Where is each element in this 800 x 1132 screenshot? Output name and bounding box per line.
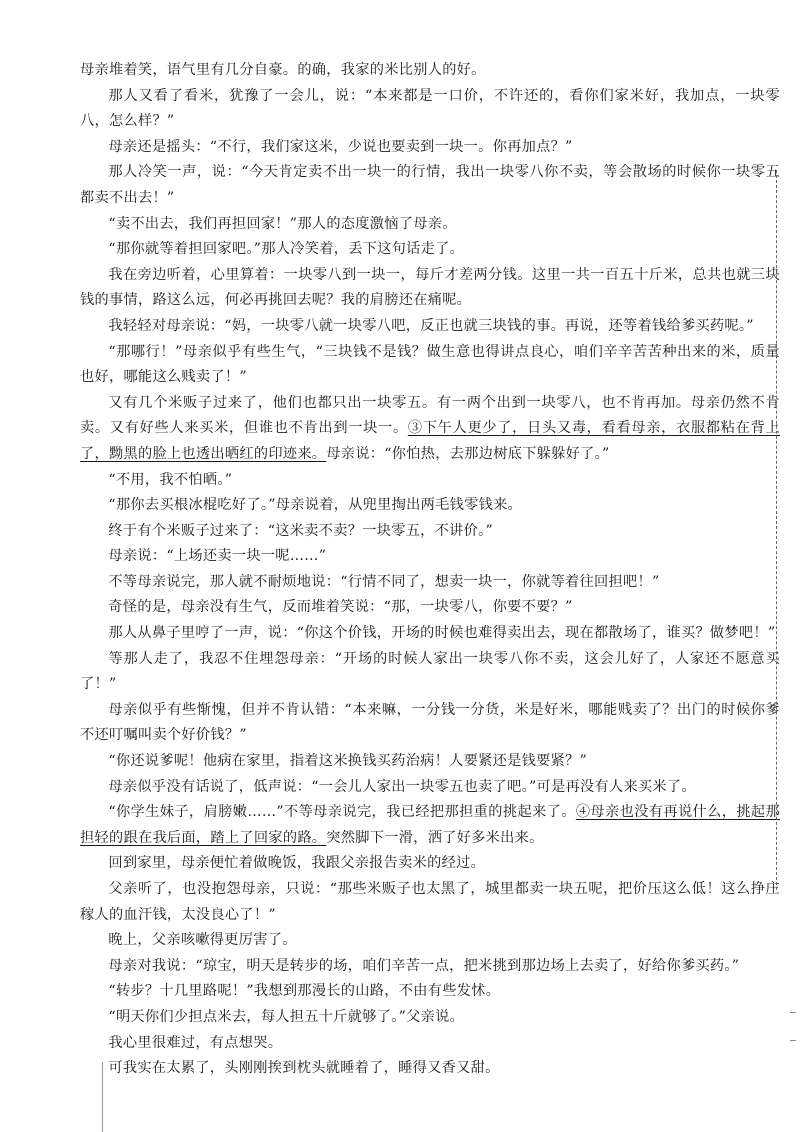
paragraph: 父亲听了，也没抱怨母亲，只说：“那些米贩子也太黑了，城里都卖一块五呢，把价压这么低！这么挣庄稼人的血汗钱，太没良心了！”	[80, 881, 780, 923]
paragraph: “明天你们少担点米去，每人担五十斤就够了。”父亲说。	[108, 1008, 465, 1025]
paragraph: 母亲还是摇头：“不行，我们家这米，少说也要卖到一块一。你再加点？”	[108, 138, 573, 155]
paragraph: 我轻轻对母亲说：“妈，一块零八就一块零八吧，反正也就三块钱的事。再说，还等着钱给爹买药呢。”	[108, 317, 754, 334]
paragraph: “转步？十几里路呢！”我想到那漫长的山路，不由有些发怵。	[108, 983, 501, 1000]
paragraph: 不等母亲说完，那人就不耐烦地说：“行情不同了，想卖一块一，你就等着往回担吧！”	[108, 573, 660, 590]
underlined-sentence-3: ③下午人更少了，日头又毒，看看母亲，衣服都粘在背上了，黝黑的脸上也透出晒红的印迹来。	[80, 420, 780, 462]
paragraph: 那人冷笑一声，说：“今天肯定卖不出一块一的行情，我出一块零八你不卖，等会散场的时候你一块零五都卖不出去！”	[80, 164, 780, 206]
paragraph-text: 母亲说：“你怕热，去那边树底下躲躲好了。”	[326, 445, 610, 462]
paragraph: 等那人走了，我忍不住埋怨母亲：“开场的时候人家出一块零八你不卖，这会儿好了，人家还不愿意买了！”	[80, 650, 780, 693]
paragraph: “不用，我不怕晒。”	[108, 471, 233, 488]
paragraph: “那你去买根冰棍吃好了。”母亲说着，从兜里掏出两毛钱零钱来。	[108, 497, 523, 514]
paragraph: 母亲说：“上场还卖一块一呢……”	[108, 548, 327, 565]
paragraph: 母亲似乎有些惭愧，但并不肯认错：“本来嘛，一分钱一分货，米是好米，哪能贱卖了？出门的时候你爹不还叮嘱叫卖个好价钱？”	[80, 701, 780, 744]
margin-tick	[790, 1012, 796, 1013]
paragraph-with-underline	[80, 800, 780, 851]
paragraph: 母亲似乎没有话说了，低声说：“一会儿人家出一块零五也卖了吧。”可是再没有人来买米了。	[108, 778, 696, 795]
paragraph: 那人又看了看米，犹豫了一会儿，说：“本来都是一口价，不许还的，看你们家米好，我加点，一块零八，怎么样？”	[80, 87, 780, 130]
paragraph: “卖不出去，我们再担回家！”那人的态度激恼了母亲。	[108, 215, 457, 232]
paragraph: 我心里很难过，有点想哭。	[108, 1034, 283, 1051]
paragraph: 终于有个米贩子过来了：“这米卖不卖？一块零五，不讲价。”	[108, 522, 494, 539]
underlined-sentence-4: ④母亲也没有再说什么，挑起那担轻的跟在我后面，踏上了回家的路。	[80, 804, 780, 846]
margin-tick	[790, 1040, 796, 1041]
paragraph: 回到家里，母亲便忙着做晚饭，我跟父亲报告卖米的经过。	[108, 855, 486, 872]
binding-dashed-line	[776, 170, 777, 890]
paragraph: 那人从鼻子里哼了一声，说：“你这个价钱，开场的时候也难得卖出去，现在都散场了，谁买？做梦吧！”	[108, 625, 776, 642]
paragraph: 母亲堆着笑，语气里有几分自豪。的确，我家的米比别人的好。	[80, 62, 486, 78]
paragraph-text: 又有几个米贩子过来了，他们也都只出一块零五。有一两个出到一块零八，也不肯再加。母亲仍然不肯卖。又有好些人来买米，但谁也不肯出到一块一。	[80, 394, 780, 437]
article-body	[80, 58, 780, 1082]
paragraph-text: “你学生妹子，肩膀嫩……”不等母亲说完，我已经把那担重的挑起来了。	[108, 804, 576, 821]
paragraph: “那你就等着担回家吧。”那人冷笑着，丢下这句话走了。	[108, 241, 465, 258]
paragraph-text: 突然脚下一滑，洒了好多米出来。	[326, 829, 544, 846]
paragraph: 奇怪的是，母亲没有生气，反而堆着笑说：“那，一块零八，你要不要？”	[108, 599, 573, 616]
paragraph: “那哪行！”母亲似乎有些生气，“三块钱不是钱？做生意也得讲点良心，咱们辛辛苦苦种出来的米，质量也好，哪能这么贱卖了！”	[80, 343, 780, 386]
paragraph: 晚上，父亲咳嗽得更厉害了。	[108, 932, 297, 949]
paragraph: 我在旁边听着，心里算着：一块零八到一块一，每斤才差两分钱。这里一共一百五十斤米，总共也就三块钱的事情，路这么远，何必再挑回去呢？我的肩膀还在痛呢。	[80, 266, 780, 309]
paragraph-with-underline	[80, 391, 780, 468]
margin-rule-line	[102, 1062, 103, 1132]
paragraph: 母亲对我说：“琼宝，明天是转步的场，咱们辛苦一点，把米挑到那边场上去卖了，好给你爹买药。”	[108, 957, 740, 974]
paragraph: 可我实在太累了，头刚刚挨到枕头就睡着了，睡得又香又甜。	[108, 1060, 500, 1077]
paragraph: “你还说爹呢！他病在家里，指着这米换钱买药治病！人要紧还是钱要紧？”	[108, 753, 588, 770]
